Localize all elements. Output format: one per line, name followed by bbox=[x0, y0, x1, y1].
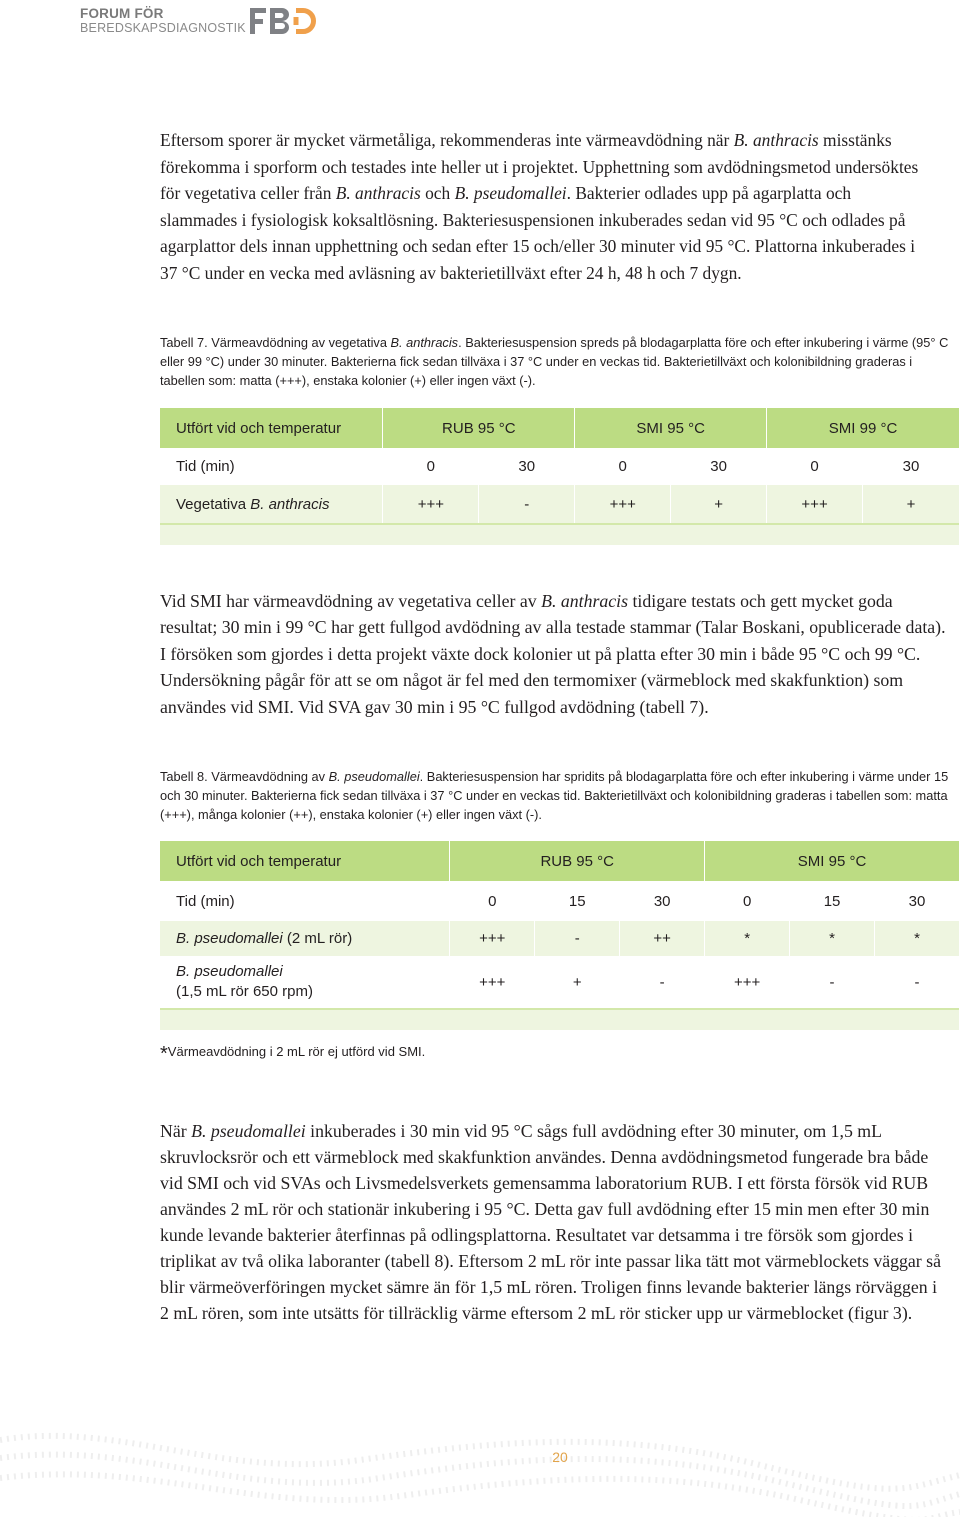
pseudomallei-paragraph: När B. pseudomallei inkuberades i 30 min vid 95 °C sågs full avdödning efter 30 minuter, om 1,5 mL skruvlocksrör och ett värmeblock med skakfunktion användes. Denna avdödningsmetod fungerade bra både vid SMI och vid SVAs och Livsmedelsverkets gemensamma laboratorium RUB. I ett första försök vid RUB användes 2 mL rör och stationär inkubering i 95 °C. Detta gav full avdödning efter 15 min men efter 30 min kunde levande bakterier återfinnas på odlingsplattorna. Resultatet var detsamma i tre försök som gjordes i triplikat av två olika laboranter (tabell 8). Eftersom 2 mL rör inte passar lika tätt mot värmeblockets väggar så blir värmeöverföringen mycket sämre än för 1,5 mL rören. Troligen finns levande bakterier längs rörväggen i 2 mL rören, som inte utsätts för tillräcklig värme eftersom 2 mL rör sticker upp ur värmeblocket (figur 3). bbox=[160, 1121, 941, 1323]
table7-time-label: Tid (min) bbox=[160, 448, 383, 485]
table8-cell: ++ bbox=[620, 921, 705, 956]
table7-time: 30 bbox=[671, 448, 767, 485]
page-number: 20 bbox=[552, 1449, 568, 1465]
table8-time: 15 bbox=[535, 881, 620, 921]
table7-cell: +++ bbox=[767, 485, 863, 523]
smi-paragraph: Vid SMI har värmeavdödning av vegetativa celler av B. anthracis tidigare testats och gett mycket goda resultat; 30 min i 99 °C har gett fullgod avdödning av alla testade stammar (Talar Boskani, opublicerade data). I försöken som gjordes i detta projekt växte dock kolonier ut på platta efter 30 min i både 95 °C och 99 °C. Undersökning pågår för att se om något är fel med den termomixer (värmeblock med skakfunktion) som användes vid SMI. Vid SVA gav 30 min i 95 °C fullgod avdödning (tabell 7). bbox=[160, 591, 946, 717]
table8-cell: * bbox=[875, 921, 960, 956]
table7-row-label: Vegetativa B. anthracis bbox=[160, 485, 383, 523]
table7-time: 0 bbox=[767, 448, 863, 485]
table7-header-smi99: SMI 99 °C bbox=[767, 408, 960, 448]
table8-row2-label: B. pseudomallei (1,5 mL rör 650 rpm) bbox=[160, 956, 450, 1008]
table7-header-method: Utfört vid och temperatur bbox=[160, 408, 383, 448]
table7 bbox=[160, 408, 960, 545]
table8-cell: +++ bbox=[450, 921, 535, 956]
table7-caption: Tabell 7. Värmeavdödning av vegetativa B. anthracis. Bakteriesuspension spreds på blodagarplatta före och efter inkubering i värme (95° C eller 99 °C) under 30 minuter. Bakterierna fick sedan tillväxa i 37 °C under en veckas tid. Bakterietillväxt och kolonibildning graderas i tabellen som: matta (+++), enstaka kolonier (+) eller ingen växt (-). bbox=[160, 335, 949, 388]
table8-cell: - bbox=[535, 921, 620, 956]
table7-cell: + bbox=[863, 485, 960, 523]
table8-cell: * bbox=[790, 921, 875, 956]
table8-cell: + bbox=[535, 956, 620, 1008]
table8-cell: - bbox=[875, 956, 960, 1008]
table8-cell: +++ bbox=[705, 956, 790, 1008]
fbd-logo bbox=[250, 4, 330, 38]
table8-header-method: Utfört vid och temperatur bbox=[160, 841, 450, 881]
table8-row1-label: B. pseudomallei (2 mL rör) bbox=[160, 921, 450, 956]
table8-time: 0 bbox=[450, 881, 535, 921]
table8-time-label: Tid (min) bbox=[160, 881, 450, 921]
table8 bbox=[160, 841, 960, 1030]
table8-cell: - bbox=[620, 956, 705, 1008]
table7-cell: +++ bbox=[575, 485, 671, 523]
table7-time: 30 bbox=[863, 448, 960, 485]
table8-footnote: *Värmeavdödning i 2 mL rör ej utförd vid SMI. bbox=[160, 1043, 426, 1065]
table8-caption: Tabell 8. Värmeavdödning av B. pseudomallei. Bakteriesuspension har spridits på blodagarplatta före och efter inkubering i värme under 15 och 30 minuter. Bakterierna fick sedan tillväxa i 37 °C under en veckas tid. Bakterietillväxt och kolonibildning graderas i tabellen som: matta (+++), många kolonier (++), enstaka kolonier (+) eller ingen växt (-). bbox=[160, 769, 949, 822]
table8-cell: * bbox=[705, 921, 790, 956]
table8-time: 15 bbox=[790, 881, 875, 921]
table7-cell: + bbox=[671, 485, 767, 523]
table7-time: 30 bbox=[479, 448, 575, 485]
org-name-line2: BEREDSKAPSDIAGNOSTIK bbox=[80, 21, 246, 35]
table8-time: 30 bbox=[620, 881, 705, 921]
table7-time: 0 bbox=[575, 448, 671, 485]
table7-cell: - bbox=[479, 485, 575, 523]
table8-cell: - bbox=[790, 956, 875, 1008]
footer-wave-decoration bbox=[0, 1420, 960, 1517]
table7-header-smi95: SMI 95 °C bbox=[575, 408, 767, 448]
table8-header-smi95: SMI 95 °C bbox=[705, 841, 960, 881]
table8-time: 0 bbox=[705, 881, 790, 921]
table8-cell: +++ bbox=[450, 956, 535, 1008]
org-name bbox=[80, 6, 246, 36]
table8-header-rub95: RUB 95 °C bbox=[450, 841, 705, 881]
org-name-line1: FORUM FÖR bbox=[80, 6, 164, 21]
table8-time: 30 bbox=[875, 881, 960, 921]
table7-cell: +++ bbox=[383, 485, 479, 523]
table7-header-rub95: RUB 95 °C bbox=[383, 408, 575, 448]
table7-time: 0 bbox=[383, 448, 479, 485]
intro-paragraph: Eftersom sporer är mycket värmetåliga, rekommenderas inte värmeavdödning när B. anthracis misstänks förekomma i sporform och testades inte heller ut i projektet. Upphettning som avdödningsmetod undersöktes för vegetativa celler från B. anthracis och B. pseudomallei. Bakterier odlades upp på agarplatta och slammades i fysiologisk koksaltlösning. Bakteriesuspensionen inkuberades sedan vid 95 °C och odlades på agarplattor dels innan upphettning och sedan efter 15 och/eller 30 minuter vid 95 °C. Plattorna inkuberades i 37 °C under en vecka med avläsning av bakterietillväxt efter 24 h, 48 h och 7 dygn. bbox=[160, 130, 919, 283]
